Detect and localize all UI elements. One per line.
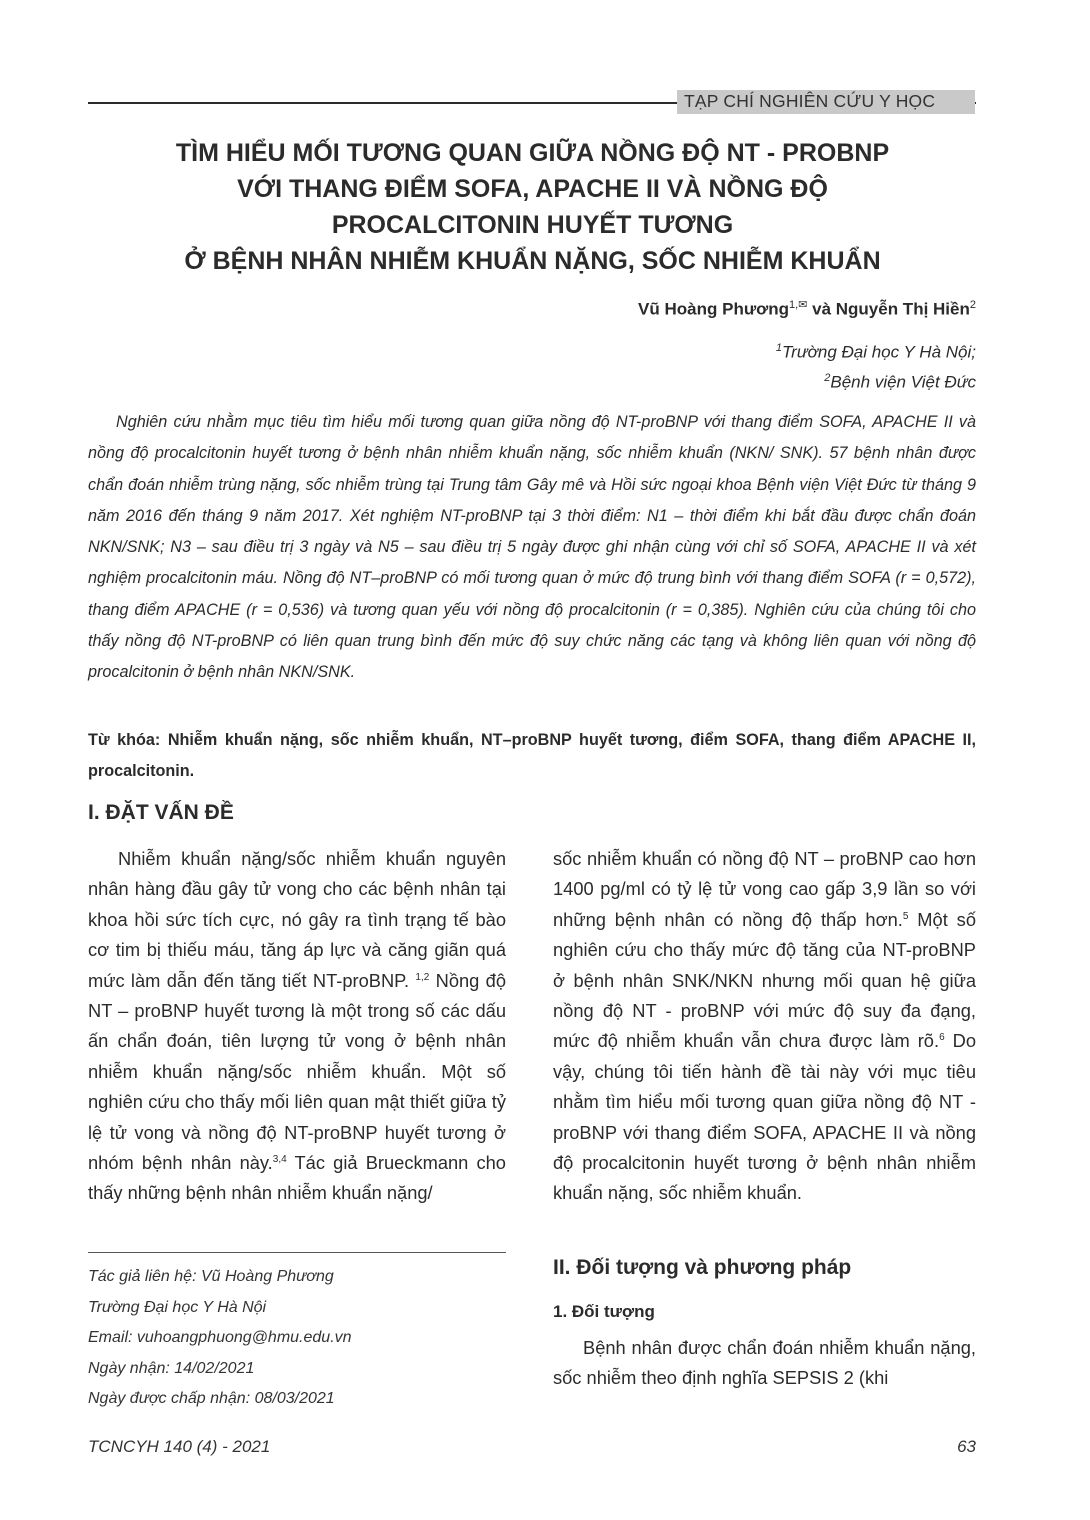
paragraph-text: Nhiễm khuẩn nặng/sốc nhiễm khuẩn nguyên nhân hàng đầu gây tử vong cho các bệnh nhân tại khoa hồi sức tích cực, nó gây ra tình trạng tế bào cơ tim bị thiếu máu, tăng áp lực và căng giãn quá mức làm dẫn đến tăng tiết NT-proBNP. [88, 848, 506, 991]
affiliation [776, 342, 976, 363]
body-paragraph [553, 844, 976, 1209]
paragraph-text: Tác giả Brueckmann cho thấy những bệnh nhân nhiễm khuẩn nặng/ [88, 1152, 506, 1204]
correspondence-footnote [88, 1262, 352, 1415]
article-title [80, 135, 985, 279]
footnote-line: Email: vuhoangphuong@hmu.edu.vn [88, 1329, 352, 1346]
footnote-line: Trường Đại học Y Hà Nội [88, 1298, 267, 1316]
subsection-heading: 1. Đối tượng [553, 1302, 655, 1321]
paragraph-text: Do vậy, chúng tôi tiến hành đề tài này với mục tiêu nhằm tìm hiểu mối tương quan giữa nồng độ NT - proBNP với thang điểm SOFA, APACHE II và nồng độ procalcitonin huyết tương ở bệnh nhân nhiễm khuẩn nặng, sốc nhiễm khuẩn. [553, 1030, 976, 1204]
paragraph-text: sốc nhiễm khuẩn có nồng độ NT – proBNP cao hơn 1400 pg/ml có tỷ lệ tử vong cao gấp 3,9 lần so với những bệnh nhân có nồng độ thấp hơn. [553, 848, 976, 930]
journal-issue: TCNCYH 140 (4) - 2021 [88, 1437, 271, 1456]
author-list [638, 298, 976, 320]
body-paragraph [88, 844, 506, 1209]
citation-ref: 3,4 [272, 1153, 287, 1165]
footnote-line: Tác giả liên hệ: Vũ Hoàng Phương [88, 1268, 334, 1285]
footnote-line: Ngày nhận: 14/02/2021 [88, 1359, 255, 1377]
author-connector: và [807, 299, 836, 319]
title-line: PROCALCITONIN HUYẾT TƯƠNG [331, 211, 734, 239]
section-heading: II. Đối tượng và phương pháp [553, 1256, 852, 1279]
keywords-label: Từ khóa: [88, 731, 161, 749]
abstract: Nghiên cứu nhằm mục tiêu tìm hiểu mối tương quan giữa nồng độ NT-proBNP với thang điểm SOFA, APACHE II và nồng độ procalcitonin huyết tương ở bệnh nhân nhiễm khuẩn nặng, sốc nhiễm khuẩn (NKN/ SNK). 57 bệnh nhân được chẩn đoán nhiễm trùng nặng, sốc nhiễm trùng tại Trung tâm Gây mê và Hồi sức ngoại khoa Bệnh viện Việt Đức từ tháng 9 năm 2016 đến tháng 9 năm 2017. Xét nghiệm NT-proBNP tại 3 thời điểm: N1 – thời điểm khi bắt đầu được chẩn đoán NKN/SNK; N3 – sau điều trị 3 ngày và N5 – sau điều trị 5 ngày được ghi nhận cùng với chỉ số SOFA, APACHE II và xét nghiệm procalcitonin máu. Nồng độ NT–proBNP có mối tương quan ở mức độ trung bình với thang điểm SOFA (r = 0,572), thang điểm APACHE (r = 0,536) và tương quan yếu với nồng độ procalcitonin (r = 0,385). Nghiên cứu của chúng tôi cho thấy nồng độ NT-proBNP có liên quan trung bình đến mức độ suy chức năng các tạng và không liên quan với nồng độ procalcitonin ở bệnh nhân NKN/SNK. [88, 413, 976, 682]
keywords-text: Nhiễm khuẩn nặng, sốc nhiễm khuẩn, NT–proBNP huyết tương, điểm SOFA, thang điểm APACHE II, procalcitonin. [88, 731, 976, 780]
title-line: TÌM HIỂU MỐI TƯƠNG QUAN GIỮA NỒNG ĐỘ NT - PROBNP [175, 139, 890, 167]
affiliation-text: Bệnh viện Việt Đức [830, 372, 976, 392]
author-name: Nguyễn Thị Hiền [835, 299, 970, 319]
affiliation-text: Trường Đại học Y Hà Nội; [782, 342, 976, 362]
affiliation [824, 372, 976, 393]
keywords [88, 725, 976, 787]
footnote-line: Ngày được chấp nhận: 08/03/2021 [88, 1390, 335, 1407]
affiliation-number: 2 [824, 372, 831, 384]
title-line: Ở BỆNH NHÂN NHIỄM KHUẨN NẶNG, SỐC NHIỄM KHUẨN [184, 247, 881, 275]
paragraph-text: Một số nghiên cứu cho thấy mức độ tăng của NT-proBNP ở bệnh nhân SNK/NKN nhưng mối quan hệ giữa nồng độ NT - proBNP với mức độ suy đa đạng, mức độ nhiễm khuẩn vẫn chưa được làm rõ. [553, 908, 976, 1052]
title-line: VỚI THANG ĐIỂM SOFA, APACHE II VÀ NỒNG ĐỘ [237, 175, 828, 203]
citation-ref: 5 [902, 910, 909, 922]
page-number: 63 [957, 1437, 976, 1456]
paragraph-text: Nồng độ NT – proBNP huyết tương là một trong số các dấu ấn chẩn đoán, tiên lượng tử vong ở bệnh nhân nhiễm khuẩn nặng/sốc nhiễm khuẩn. Một số nghiên cứu cho thấy mối liên quan mật thiết giữa tỷ lệ tử vong và nồng độ NT-proBNP huyết tương ở nhóm bệnh nhân này. [88, 969, 506, 1174]
section-heading: I. ĐẶT VẤN ĐỀ [88, 801, 234, 824]
citation-ref: 1,2 [415, 971, 430, 983]
citation-ref: 6 [939, 1032, 945, 1044]
footnote-rule [88, 1252, 506, 1253]
journal-header: TẠP CHÍ NGHIÊN CỨU Y HỌC [684, 91, 936, 111]
affiliation-number: 1 [775, 342, 783, 354]
author-superscript: 2 [969, 299, 976, 311]
author-name: Vũ Hoàng Phương [638, 299, 789, 319]
author-superscript: 1,✉ [789, 299, 808, 311]
body-paragraph: Bệnh nhân được chẩn đoán nhiễm khuẩn nặng, sốc nhiễm theo định nghĩa SEPSIS 2 (khi [553, 1337, 976, 1389]
